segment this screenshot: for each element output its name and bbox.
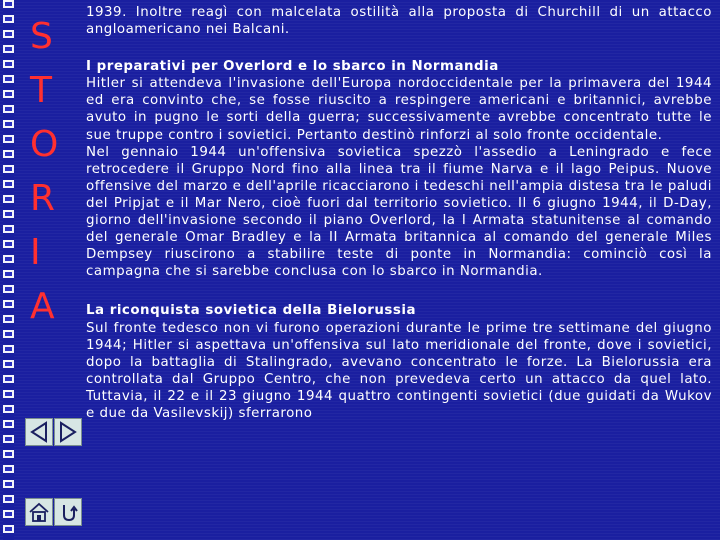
home-icon bbox=[28, 501, 50, 523]
main-content bbox=[86, 4, 712, 422]
text-line: di ponte in Normandia: cominciò così la campagna che si sarebbe conclusa bbox=[86, 247, 712, 280]
text-line: retrocedere il Gruppo Nord fino alla linea tra il fiume Narva e il lago Peipus. bbox=[86, 161, 660, 177]
text-line: distesa tra le paludi del Pripjat e il Mar Nero, cioè fuori dal territorio sovietico. bbox=[86, 178, 712, 211]
title-letter: R bbox=[30, 178, 56, 219]
section-title-bielorussia: La riconquista sovietica della Bielorussia bbox=[86, 303, 416, 319]
text-line: del 1944 ed era convinto che, se fosse riuscito a respingere americani e bbox=[86, 76, 712, 109]
text-line: Nuove offensive del marzo e dell'aprile ricacciarono i tedeschi nell'ampia bbox=[86, 161, 712, 194]
section-body-bielorussia bbox=[86, 320, 712, 423]
section-body-overlord bbox=[86, 75, 712, 280]
next-button[interactable] bbox=[54, 418, 82, 446]
text-line: avrebbe concentrato tutte le sue truppe contro i sovietici. Pertanto destinò bbox=[86, 110, 712, 143]
text-line: Hitler si attendeva l'invasione dell'Europa nordoccidentale per la primavera bbox=[86, 76, 642, 92]
text-line: le forze. La Bielorussia era controllata dal Gruppo Centro, che non prevedeva bbox=[86, 354, 713, 387]
previous-button[interactable] bbox=[25, 418, 53, 446]
text-line: contingenti sovietici (due guidati da Wukov e due da Vasilevskij) sferrarono bbox=[86, 388, 713, 421]
section-title-overlord: I preparativi per Overlord e lo sbarco in Normandia bbox=[86, 59, 499, 75]
text-line: del giugno 1944; Hitler si aspettava un'offensiva sul lato meridionale del bbox=[86, 320, 712, 353]
right-arrow-icon bbox=[57, 421, 79, 443]
return-icon bbox=[57, 501, 79, 523]
chain-border-links bbox=[5, 0, 12, 540]
text-line: con lo sbarco in Normandia. bbox=[341, 264, 543, 280]
title-letter: S bbox=[30, 16, 53, 57]
return-button[interactable] bbox=[54, 498, 82, 526]
title-letter: T bbox=[30, 70, 52, 111]
home-button[interactable] bbox=[25, 498, 53, 526]
sidebar bbox=[0, 0, 80, 540]
text-line: rinforzi al solo fronte occidentale. bbox=[419, 127, 663, 143]
title-letter: I bbox=[30, 232, 41, 273]
navigation-buttons bbox=[25, 418, 83, 530]
title-letter: O bbox=[30, 124, 59, 165]
text-line: Nel gennaio 1944 un'offensiva sovietica spezzò l'assedio a Leningrado e fece bbox=[86, 144, 712, 160]
left-arrow-icon bbox=[28, 421, 50, 443]
text-line: fronte, dove i sovietici, dopo la battaglia di Stalingrado, avevano concentrato bbox=[86, 337, 712, 370]
text-line: britannica al comando del generale Miles Dempsey riuscirono a stabilire teste bbox=[86, 230, 713, 263]
text-line: britannici, avrebbe avuto in pugno le sorti della guerra; successivamente bbox=[86, 93, 713, 126]
text-line: Il 6 giugno 1944, il D-Day, giorno dell'invasione secondo il piano Overlord, la bbox=[86, 195, 712, 229]
text-line: certo un attacco da quel lato. Tuttavia, il 22 e il 23 giugno 1944 quattro bbox=[86, 371, 712, 404]
text-line: Sul fronte tedesco non vi furono operazioni durante le prime tre settimane bbox=[86, 320, 631, 336]
intro-paragraph: 1939. Inoltre reagì con malcelata ostilità alla proposta di Churchill di un attacco angloamericano nei Balcani. bbox=[86, 5, 712, 38]
title-letter: A bbox=[30, 286, 55, 327]
vertical-title bbox=[30, 10, 90, 334]
text-line: I Armata statunitense al comando del generale Omar Bradley e la II Armata bbox=[86, 213, 712, 246]
